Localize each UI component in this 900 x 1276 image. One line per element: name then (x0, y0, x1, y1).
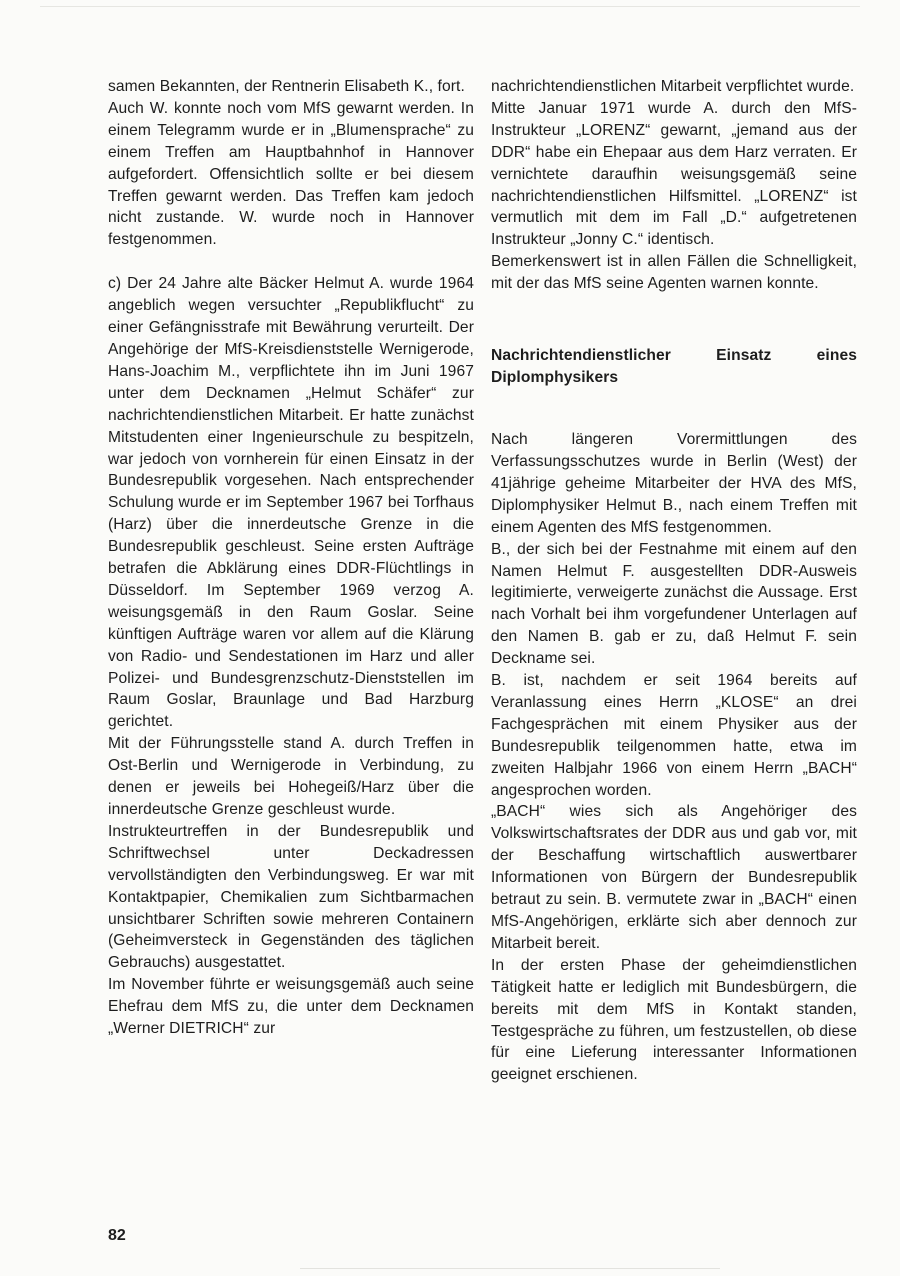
right-paragraph-4: Nach längeren Vorermittlungen des Verfassungsschutzes wurde in Berlin (West) der 41jährige geheime Mitarbeiter der HVA des MfS, Diplomphysiker Helmut B., nach einem Treffen mit einem Agenten des MfS festgenommen. (491, 431, 857, 536)
left-paragraph-3: c) Der 24 Jahre alte Bäcker Helmut A. wurde 1964 angeblich wegen versuchter „Republikflucht“ zu einer Gefängnisstrafe mit Bewährung verurteilt. Der Angehörige der MfS-Kreisdienststelle Wernigerode, Hans-Joachim M., verpflichtete ihn im Juni 1967 unter dem Decknamen „Helmut Schäfer“ zur nachrichtendienstlichen Mitarbeit. Er hatte zunächst Mitstudenten einer Ingenieurschule zu bespitzeln, war jedoch von vornherein für einen Einsatz in der Bundesrepublik vorgesehen. Nach entsprechender Schulung wurde er im September 1967 bei Torfhaus (Harz) über die innerdeutsche Grenze in die Bundesrepublik geschleust. Seine ersten Aufträge betrafen die Abklärung eines DDR-Flüchtlings in Düsseldorf. Im September 1969 verzog A. weisungsgemäß in den Raum Goslar. Seine künftigen Aufträge waren vor allem auf die Klärung von Radio- und Sendestationen im Harz und aller Polizei- und Bundesgrenzschutz-Dienststellen im Raum Goslar, Braunlage und Bad Harzburg gerichtet. (108, 275, 474, 731)
paragraph-gap (108, 251, 474, 273)
scan-edge-top (40, 6, 860, 7)
right-paragraph-6: B. ist, nachdem er seit 1964 bereits auf Veranlassung eines Herrn „KLOSE“ an drei Fachgesprächen mit einem Physiker aus der Bundesrepublik teilgenommen hatte, etwa im zweiten Halbjahr 1966 von einem Herrn „BACH“ angesprochen worden. (491, 672, 857, 799)
right-paragraph-2: Mitte Januar 1971 wurde A. durch den MfS-Instrukteur „LORENZ“ gewarnt, „jemand aus der DDR“ habe ein Ehepaar aus dem Harz verraten. Er vernichtete daraufhin weisungsgemäß seine nachrichtendienstlichen Hilfsmittel. „LORENZ“ ist vermutlich mit dem im Fall „D.“ aufgetretenen Instrukteur „Jonny C.“ identisch. (491, 99, 857, 249)
section-gap (491, 295, 857, 345)
page-number: 82 (108, 1227, 126, 1244)
section-gap (491, 389, 857, 429)
right-paragraph-8: In der ersten Phase der geheimdienstlichen Tätigkeit hatte er lediglich mit Bundesbürgern, die bereits mit dem MfS in Kontakt standen, Testgespräche zu führen, um festzustellen, ob diese für eine Lieferung interessanter Informationen geeignet erschienen. (491, 956, 857, 1084)
left-paragraph-4: Mit der Führungsstelle stand A. durch Treffen in Ost-Berlin und Wernigerode in Verbindung, zu denen er jeweils bei Hohegeiß/Harz über die innerdeutsche Grenze geschleust wurde. (108, 735, 474, 818)
section-heading: Nachrichtendienstlicher Einsatz eines Diplomphysikers (491, 347, 857, 387)
left-paragraph-5: Instrukteurtreffen in der Bundesrepublik und Schriftwechsel unter Deckadressen vervollständigten den Verbindungsweg. Er war mit Kontaktpapier, Chemikalien zum Sichtbarmachen unsichtbarer Schriften sowie mehreren Containern (Geheimversteck in Gegenständen des täglichen Gebrauchs) ausgestattet. (108, 822, 474, 972)
right-column (491, 76, 857, 1086)
left-paragraph-6: Im November führte er weisungsgemäß auch seine Ehefrau dem MfS zu, die unter dem Decknamen „Werner DIETRICH“ zur (108, 976, 474, 1038)
right-paragraph-3: Bemerkenswert ist in allen Fällen die Schnelligkeit, mit der das MfS seine Agenten warnen konnte. (491, 253, 857, 293)
right-paragraph-1: nachrichtendienstlichen Mitarbeit verpflichtet wurde. (491, 78, 855, 95)
left-column (108, 76, 474, 1040)
scan-edge-bottom (300, 1268, 720, 1269)
left-paragraph-1: samen Bekannten, der Rentnerin Elisabeth K., fort. (108, 78, 465, 95)
left-paragraph-2: Auch W. konnte noch vom MfS gewarnt werden. In einem Telegramm wurde er in „Blumensprache“ zu einem Treffen am Hauptbahnhof in Hannover aufgefordert. Offensichtlich sollte er bei diesem Treffen gewarnt werden. Das Treffen kam jedoch nicht zustande. W. wurde noch in Hannover festgenommen. (108, 99, 474, 249)
right-paragraph-5: B., der sich bei der Festnahme mit einem auf den Namen Helmut F. ausgestellten DDR-Ausweis legitimierte, verweigerte zunächst die Aussage. Erst nach Vorhalt bei ihm vorgefundener Unterlagen auf den Namen B. gab er zu, daß Helmut F. sein Deckname sei. (491, 540, 857, 668)
right-paragraph-7: „BACH“ wies sich als Angehöriger des Volkswirtschaftsrates der DDR aus und gab vor, mit der Beschaffung wirtschaftlich auswertbarer Informationen von Bürgern der Bundesrepublik betraut zu sein. B. vermutete zwar in „BACH“ einen MfS-Angehörigen, erklärte sich aber dennoch zur Mitarbeit bereit. (491, 803, 857, 952)
